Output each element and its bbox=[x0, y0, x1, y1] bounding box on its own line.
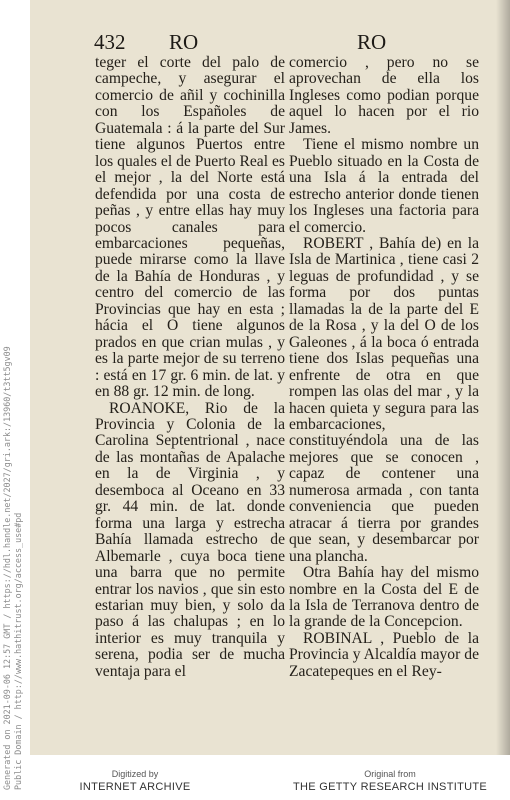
right-running-head: RO bbox=[357, 30, 387, 54]
credit-name: THE GETTY RESEARCH INSTITUTE bbox=[293, 781, 487, 793]
credit-label: Original from bbox=[364, 769, 416, 779]
paragraph: ROBERT , Bahía de) en la Isla de Martinica , tiene casi 2 leguas de profundidad , y se forma por dos puntas llamadas la de la parte del E de la Rosa , y la del O de los Galeones , á la boca ó entrada tiene dos Islas pequeñas una enfrente de otra en que rompen las olas del mar , y la hacen quieta y segura para las embarcaciones, constituyéndola una de las mejores que se conocen , capaz de contener una numerosa armada , con tanta conveniencia que pueden atracar á tierra por grandes que sean, y desembarcar por una plancha. bbox=[289, 234, 479, 565]
paragraph: Otra Bahía hay del mismo nombre en la Costa del E de la Isla de Terranova dentro de la grande de la Concepcion. bbox=[289, 564, 479, 631]
page-number: 432 bbox=[94, 30, 126, 54]
right-text-column bbox=[289, 55, 479, 680]
watermark-line: Public Domain / http://www.hathitrust.org/access_use#pd bbox=[13, 512, 23, 790]
original-from-credit bbox=[290, 769, 490, 794]
paragraph: ROANOKE, Rio de la Provincia y Colonia de la Carolina Septentrional , nace de las montañas de Apalache en la de Virginia , y desemboca al Oceano en 33 gr. 44 min. de lat. donde forma una larga y estrecha Bahía llamada estrecho de Albemarle , cuya boca tiene una barra que no permite entrar los navios , que sin esto estarian muy bien, y solo da paso á las chalupas ; en lo interior es muy tranquila y serena, podia ser de mucha ventaja para el bbox=[95, 399, 285, 680]
access-watermark bbox=[2, 346, 24, 790]
paragraph: Tiene el mismo nombre un Pueblo situado en la Costa de una Isla á la entrada del estrecho anterior donde tienen los Ingleses una factoria para el comercio. bbox=[289, 136, 479, 236]
left-running-head: RO bbox=[169, 30, 199, 54]
digitized-by-credit bbox=[60, 769, 210, 794]
paragraph: teger el corte del palo de campeche, y asegurar el comercio de añil y cochinilla con los Españoles de Guatemala : á la parte del Sur tiene algunos Puertos entre los quales el de Puerto Real es el mejor , la del Norte está defendida por una costa de peñas , y entre ellas hay muy pocos canales para embarcaciones pequeñas, puede mirarse como la llave de la Bahía de Honduras , y centro del comercio de las Provincias que hay en esta ; hácia el O tiene algunos prados en que crian mulas , y es la parte mejor de su terreno : está en 17 gr. 6 min. de lat. y en 88 gr. 12 min. de long. bbox=[95, 54, 285, 401]
paragraph: comercio , pero no se aprovechan de ella los Ingleses como podian porque aquel lo hacen por el rio James. bbox=[289, 54, 479, 137]
credit-name: INTERNET ARCHIVE bbox=[79, 781, 191, 793]
book-page bbox=[30, 0, 510, 755]
credit-label: Digitized by bbox=[111, 769, 159, 779]
paragraph: ROBINAL , Pueblo de la Provincia y Alcaldía mayor de Zacatepeques en el Rey- bbox=[289, 629, 479, 680]
left-text-column bbox=[95, 55, 285, 680]
watermark-line: Generated on 2021-09-06 12:57 GMT / https://hdl.handle.net/2027/gri.ark:/13960/t3tt5gv09 bbox=[2, 346, 12, 790]
